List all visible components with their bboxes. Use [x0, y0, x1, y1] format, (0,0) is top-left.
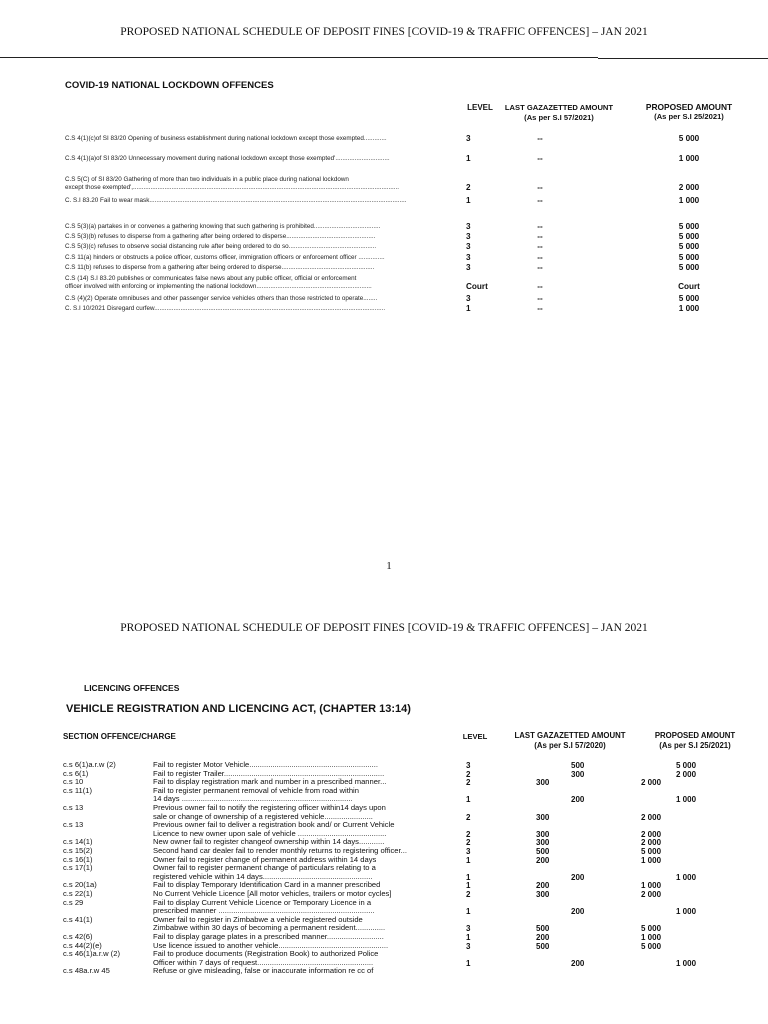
level-value: 1: [466, 872, 471, 882]
section-ref: c.s 46(1)a.r.w (2): [63, 950, 120, 959]
level-value: 1: [466, 881, 471, 891]
offence-text: C.S 5(C) of SI 83/20 Gathering of more than two individuals in a public place during national lockdown: [65, 176, 349, 183]
offence-charge-text: Fail to register permanent removal of vehicle from road within: [153, 786, 359, 795]
offence-charge-text: Fail to display garage plates in a prescribed manner...........................: [153, 933, 384, 941]
last-gazetted-value: --: [537, 294, 543, 303]
offence-text: C.S 4(1)(c)of SI 83/20 Opening of business establishment during national lockdown except those exempted.............: [65, 135, 387, 142]
level-value: 3: [466, 253, 471, 262]
proposed-amount-value: 2 000: [641, 890, 662, 899]
proposed-amount-value: 5 000: [641, 924, 662, 934]
level-value: 1: [466, 907, 471, 917]
offence-charge-text: Licence to new owner upon sale of vehicle ..........................................: [153, 829, 387, 838]
section-ref: c.s 6(1)a.r.w (2): [63, 761, 116, 769]
level-value: 2: [466, 838, 471, 848]
last-gazetted-value: 300: [536, 838, 550, 848]
level-value: 1: [466, 304, 471, 313]
proposed-amount-value: 2 000: [641, 838, 662, 848]
last-gazetted-value: --: [537, 304, 543, 313]
offence-charge-text: Owner fail to register change of permanent address within 14 days: [153, 855, 377, 864]
offence-charge-text: Fail to display registration mark and number in a prescribed manner...: [153, 778, 387, 787]
page1-header-rule: [0, 57, 598, 58]
level-value: 3: [466, 263, 471, 272]
section-ref: c.s 42(6): [63, 933, 93, 941]
last-gazetted-value: 300: [536, 778, 550, 788]
offence-charge-text: Second hand car dealer fail to render monthly returns to registering officer...: [153, 847, 407, 855]
proposed-amount-value: 5 000: [678, 242, 700, 251]
p2-col-last-amount-header: [505, 731, 635, 751]
level-value: 1: [466, 855, 471, 865]
level-value: 3: [466, 134, 471, 143]
last-gazetted-value: --: [537, 263, 543, 272]
last-gazetted-value: 500: [571, 761, 585, 770]
offence-charge-text: Officer within 7 days of request.......................................................: [153, 958, 374, 967]
col-last-amount-title: LAST GAZAZETTED AMOUNT: [504, 103, 614, 112]
proposed-amount-value: 5 000: [678, 253, 700, 262]
section-ref: c.s 29: [63, 898, 84, 907]
proposed-amount-value: Court: [678, 282, 700, 291]
offence-text: C.S 5(3)(a) partakes in or convenes a gathering knowing that such gathering is prohibited......................................: [65, 223, 381, 230]
level-value: 3: [466, 222, 471, 231]
last-gazetted-value: --: [537, 222, 543, 231]
proposed-amount-value: 1 000: [676, 795, 697, 805]
last-gazetted-value: 200: [571, 795, 585, 805]
level-value: 1: [466, 154, 471, 163]
level-value: 1: [466, 795, 471, 805]
p2-col-proposed-header: [640, 731, 750, 751]
section-ref: c.s 22(1): [63, 890, 93, 898]
offence-charge-text: Owner fail to register in Zimbabwe a vehicle registered outside: [153, 915, 363, 924]
proposed-amount-value: 5 000: [641, 847, 662, 856]
offence-charge-text: Fail to register Trailer............................................................................: [153, 769, 385, 778]
last-gazetted-value: 300: [536, 812, 550, 822]
proposed-amount-value: 5 000: [678, 232, 700, 241]
offence-charge-text: Zimbabwe within 30 days of becoming a permanent resident..............: [153, 924, 386, 933]
offence-charge-text: Refuse or give misleading, false or inaccurate information re cc of: [153, 967, 374, 976]
proposed-amount-value: 1 000: [641, 855, 662, 865]
col-last-amount-header: [494, 103, 624, 123]
proposed-amount-value: 1 000: [678, 304, 700, 313]
offence-charge-text: Previous owner fail to deliver a registration book and/ or Current Vehicle: [153, 821, 395, 830]
last-gazetted-value: --: [537, 134, 543, 143]
level-value: 3: [466, 294, 471, 303]
last-gazetted-value: --: [537, 232, 543, 241]
p2-col-level-header: LEVEL: [462, 732, 488, 741]
level-value: 2: [466, 812, 471, 822]
offence-charge-text: Fail to display Current Vehicle Licence or Temporary Licence in a: [153, 898, 372, 907]
last-gazetted-value: --: [537, 242, 543, 251]
offence-charge-text: New owner fail to register changeof ownership within 14 days............: [153, 838, 385, 847]
col-last-amount-ref: (As per S.I 57/2021): [524, 113, 594, 122]
section-ref: c.s 41(1): [63, 915, 93, 924]
proposed-amount-value: 5 000: [676, 761, 697, 770]
section-ref: c.s 13: [63, 804, 84, 812]
last-gazetted-value: --: [537, 154, 543, 163]
last-gazetted-value: 300: [536, 890, 550, 899]
p2-col-last-amount-title: LAST GAZAZETTED AMOUNT: [514, 731, 626, 740]
offence-charge-text: 14 days .................................................................................: [153, 795, 353, 804]
last-gazetted-value: --: [537, 196, 543, 205]
p2-col-last-amount-ref: (As per S.I 57/2020): [534, 741, 606, 750]
section-ref: c.s 16(1): [63, 855, 93, 864]
offence-text: except those exempted',........................................................................................................................................................: [65, 184, 399, 191]
offence-text: C.S (4)(2) Operate omnibuses and other passenger service vehicles others than those restricted to operate........: [65, 295, 378, 302]
last-gazetted-value: --: [537, 183, 543, 192]
last-gazetted-value: 500: [536, 924, 550, 934]
page1-header-rule-end: [598, 58, 768, 59]
licencing-section-label: LICENCING OFFENCES: [84, 683, 180, 693]
proposed-amount-value: 5 000: [678, 222, 700, 231]
section-ref: c.s 10: [63, 778, 84, 787]
level-value: 2: [466, 769, 471, 779]
page1-header: PROPOSED NATIONAL SCHEDULE OF DEPOSIT FINES [COVID-19 & TRAFFIC OFFENCES] – JAN 2021: [120, 26, 648, 38]
offence-charge-text: prescribed manner ..........................................................................: [153, 907, 375, 916]
last-gazetted-value: 300: [571, 769, 585, 779]
last-gazetted-value: 200: [536, 881, 550, 891]
last-gazetted-value: --: [537, 253, 543, 262]
last-gazetted-value: 200: [571, 958, 585, 968]
proposed-amount-value: 5 000: [678, 294, 700, 303]
offence-charge-text: Owner fail to register permanent change of particulars relating to a: [153, 864, 376, 873]
offence-charge-text: Fail to display Temporary Identification Card in a manner prescribed: [153, 881, 381, 890]
proposed-amount-value: 1 000: [676, 958, 697, 968]
level-value: 3: [466, 761, 471, 770]
last-gazetted-value: --: [537, 282, 543, 291]
offence-text: C.S 11(a) hinders or obstructs a police officer, customs officer, immigration officers or enforcement officer ...............: [65, 254, 385, 261]
offence-text: C.S 5(3)(c) refuses to observe social distancing rule after being ordered to do so..................................................: [65, 243, 377, 250]
proposed-amount-value: 1 000: [641, 881, 662, 891]
level-value: 3: [466, 242, 471, 251]
level-value: 1: [466, 958, 471, 968]
level-value: Court: [466, 282, 488, 291]
section-ref: c.s 17(1): [63, 864, 93, 873]
col-level-header: LEVEL: [467, 103, 493, 112]
proposed-amount-value: 2 000: [678, 183, 700, 192]
level-value: 2: [466, 890, 471, 899]
col-proposed-header: [630, 102, 748, 122]
section-ref: c.s 44(2)(e): [63, 941, 102, 950]
offence-text: C.S 11(b) refuses to disperse from a gathering after being ordered to disperse.....................................................: [65, 264, 375, 271]
last-gazetted-value: 200: [536, 855, 550, 865]
act-title: VEHICLE REGISTRATION AND LICENCING ACT, (CHAPTER 13:14): [66, 703, 411, 715]
proposed-amount-value: 1 000: [678, 196, 700, 205]
proposed-amount-value: 5 000: [678, 263, 700, 272]
last-gazetted-value: 200: [536, 933, 550, 942]
offence-text: C. S.I 10/2021 Disregard curfew....................................................................................................................................: [65, 305, 386, 312]
proposed-amount-value: 1 000: [676, 872, 697, 882]
offence-charge-text: sale or change of ownership of a registered vehicle.......................: [153, 812, 373, 821]
last-gazetted-value: 500: [536, 941, 550, 951]
page2-header: PROPOSED NATIONAL SCHEDULE OF DEPOSIT FINES [COVID-19 & TRAFFIC OFFENCES] – JAN 2021: [120, 622, 648, 634]
last-gazetted-value: 500: [536, 847, 550, 856]
offence-charge-text: No Current Vehicle Licence [All motor vehicles, trailers or motor cycles]: [153, 890, 392, 898]
level-value: 1: [466, 196, 471, 205]
level-value: 3: [466, 232, 471, 241]
offence-text: C. S.I 83.20 Fail to wear mask...................................................................................................................................................: [65, 197, 407, 204]
section-ref: c.s 15(2): [63, 847, 93, 855]
offence-charge-text: registered vehicle within 14 days....................................................: [153, 872, 373, 881]
p2-col-proposed-ref: (As per S.I 25/2021): [659, 741, 731, 750]
proposed-amount-value: 1 000: [676, 907, 697, 917]
proposed-amount-value: 2 000: [641, 829, 662, 839]
section-ref: c.s 11(1): [63, 786, 92, 795]
section-ref: c.s 48a.r.w 45: [63, 967, 110, 976]
level-value: 3: [466, 924, 471, 934]
proposed-amount-value: 1 000: [641, 933, 662, 942]
offence-charge-text: Fail to produce documents (Registration Book) to authorized Police: [153, 950, 379, 959]
section-ref: c.s 20(1a): [63, 881, 97, 890]
last-gazetted-value: 200: [571, 907, 585, 917]
proposed-amount-value: 1 000: [678, 154, 700, 163]
col-section-header: SECTION OFFENCE/CHARGE: [63, 732, 176, 741]
level-value: 3: [466, 941, 471, 951]
section-ref: c.s 13: [63, 821, 84, 830]
proposed-amount-value: 5 000: [678, 134, 700, 143]
offence-text: C.S 4(1)(a)of SI 83/20 Unnecessary movement during national lockdown except those exempted'...............................: [65, 155, 390, 162]
proposed-amount-value: 2 000: [641, 812, 662, 822]
section-ref: c.s 14(1): [63, 838, 93, 847]
level-value: 2: [466, 183, 471, 192]
level-value: 1: [466, 933, 471, 942]
proposed-amount-value: 5 000: [641, 941, 662, 951]
offence-charge-text: Previous owner fail to notify the registering officer within14 days upon: [153, 804, 386, 812]
section-ref: c.s 6(1): [63, 769, 89, 778]
offence-text: C.S 5(3)(b) refuses to disperse from a gathering after being ordered to disperse...................................................: [65, 233, 376, 240]
level-value: 2: [466, 778, 471, 788]
last-gazetted-value: 300: [536, 829, 550, 839]
proposed-amount-value: 2 000: [641, 778, 662, 788]
col-proposed-title: PROPOSED AMOUNT: [645, 102, 733, 112]
last-gazetted-value: 200: [571, 872, 585, 882]
offence-text: officer involved with enforcing or implementing the national lockdown..................................................................: [65, 283, 372, 290]
proposed-amount-value: 2 000: [676, 769, 697, 779]
p2-col-proposed-title: PROPOSED AMOUNT: [654, 731, 736, 740]
level-value: 3: [466, 847, 471, 856]
page-number: 1: [386, 560, 392, 572]
offence-charge-text: Use licence issued to another vehicle....................................................: [153, 941, 389, 950]
offence-text: C.S (14) S.I 83.20 publishes or communicates false news about any public officer, official or enforcement: [65, 275, 357, 282]
offence-charge-text: Fail to register Motor Vehicle.............................................................: [153, 761, 378, 769]
level-value: 2: [466, 829, 471, 839]
col-proposed-ref: (As per S.I 25/2021): [654, 112, 724, 121]
covid-section-title: COVID-19 NATIONAL LOCKDOWN OFFENCES: [65, 80, 274, 91]
